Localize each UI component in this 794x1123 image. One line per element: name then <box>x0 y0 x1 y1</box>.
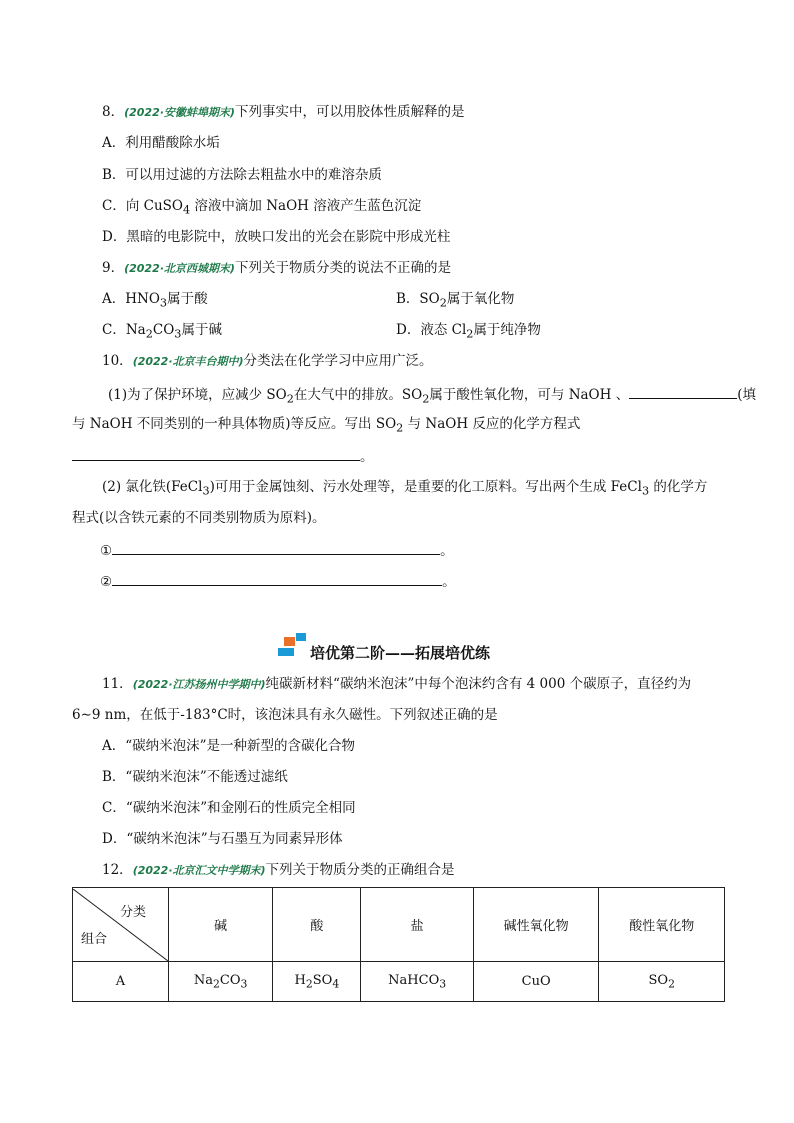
q12-table-corner <box>73 889 168 961</box>
q9-option-b-text: B．SO <box>396 291 440 307</box>
q9-option-c-sub: 2 <box>145 327 153 341</box>
q12-stem: 下列关于物质分类的正确组合是 <box>265 862 455 878</box>
q12-table-cell-base <box>169 962 273 1002</box>
q10-part2-sub: 3 <box>202 484 210 498</box>
q9-option-b <box>396 290 514 313</box>
q8-source: (2022·安徽蚌埠期末) <box>124 106 235 119</box>
q9-option-a-sub: 3 <box>159 296 168 310</box>
q8-option-c-sub: 4 <box>182 203 191 217</box>
q12-number: 12． <box>102 862 133 878</box>
q8-option-c-text: C．向 CuSO <box>102 198 183 214</box>
q12-stem-line <box>102 861 455 880</box>
q10-stem-line <box>102 352 433 371</box>
q10-stem: 分类法在化学学习中应用广泛。 <box>243 353 433 369</box>
q10-part1-line3 <box>72 446 374 466</box>
q12-table-row-label: A <box>73 962 169 1002</box>
q10-part1-sub-2: 2 <box>422 392 430 406</box>
section-title: 培优第二阶——拓展培优练 <box>310 644 491 662</box>
q9-source: (2022·北京西城期末) <box>124 262 235 275</box>
q10-part2-text: (2) 氯化铁(FeCl <box>102 479 203 495</box>
q11-option-d: D．“碳纳米泡沫”与石墨互为同素异形体 <box>102 831 343 847</box>
cell-sub: 2 <box>213 977 220 991</box>
cell-sub: 3 <box>439 977 447 991</box>
q9-number: 9． <box>102 260 125 276</box>
q11-stem: 纯碳新材料“碳纳米泡沫”中每个泡沫约含有 4 000 个碳原子，直径约为 <box>265 676 692 692</box>
q8-number: 8． <box>102 104 125 120</box>
q10-number: 10． <box>102 353 133 369</box>
q12-table-header-basic-oxide: 碱性氧化物 <box>473 888 599 962</box>
cell-sub-2: 4 <box>332 977 340 991</box>
q10-answer-marker-1: ① <box>100 543 113 559</box>
q10-part2-line1 <box>102 478 707 501</box>
q9-option-c-text: C．Na <box>102 322 146 338</box>
q10-part2-line2: 程式(以含铁元素的不同类别物质为原料)。 <box>72 510 326 526</box>
cell-text: CuO <box>521 974 551 989</box>
q12-table-header-salt: 盐 <box>361 888 474 962</box>
q9-option-a-text-2: 属于酸 <box>167 291 208 307</box>
section-block-blue-1 <box>296 633 306 641</box>
q12-source: (2022·北京汇文中学期末) <box>132 864 266 877</box>
q10-blank-answer-1[interactable] <box>112 540 440 555</box>
q8-stem: 下列事实中，可以用胶体性质解释的是 <box>234 104 465 120</box>
q9-option-b-text-2: 属于氧化物 <box>446 291 515 307</box>
cell-text: SO <box>648 972 669 988</box>
q12-table-cell-basic-oxide <box>473 962 599 1002</box>
cell-sub: 2 <box>668 977 675 991</box>
q12-table-corner-bottom: 组合 <box>81 931 108 947</box>
q11-number: 11． <box>102 676 133 692</box>
q10-part1-text-6: 与 NaOH 反应的化学方程式 <box>403 416 581 432</box>
q12-table-diagonal <box>73 889 168 961</box>
q11-source: (2022·江苏扬州中学期中) <box>132 678 266 691</box>
section-block-orange <box>284 637 295 646</box>
q9-option-c <box>102 321 222 344</box>
q12-table-header-row <box>73 888 725 962</box>
q9-option-d-text-2: 属于纯净物 <box>473 322 541 338</box>
q10-part1-text-5: 与 NaOH 不同类别的一种具体物质)等反应。写出 SO <box>72 416 397 432</box>
q12-table-header-acid: 酸 <box>273 888 361 962</box>
q8-option-a: A．利用醋酸除水垢 <box>102 135 220 151</box>
cell-text: H <box>294 972 306 988</box>
q8-option-c <box>102 197 421 220</box>
q12-table-row-a <box>73 962 725 1002</box>
q12-table-corner-cell <box>73 888 169 962</box>
q8-option-b: B．可以用过滤的方法除去粗盐水中的难溶杂质 <box>102 167 382 183</box>
q12-table-corner-top: 分类 <box>119 904 146 920</box>
q12-table-diagonal-line <box>73 889 168 961</box>
q10-part2-text-3: 的化学方 <box>649 479 708 495</box>
q10-part1-line1 <box>108 384 756 409</box>
q9-option-c-text-3: 属于碱 <box>181 322 222 338</box>
q9-option-a <box>102 290 208 313</box>
q9-option-d-text: D．液态 Cl <box>396 322 467 338</box>
cell-sub: 2 <box>305 977 313 991</box>
q9-stem-line <box>102 259 451 278</box>
q9-option-b-sub: 2 <box>439 296 447 310</box>
q11-stem-line-2: 6∼9 nm，在低于-183°C时，该泡沫具有永久磁性。下列叙述正确的是 <box>72 707 498 723</box>
q10-part1-text-4: (填 <box>737 387 756 403</box>
q12-table-cell-acidic-oxide <box>599 962 725 1002</box>
q10-answer-end-2: 。 <box>442 574 456 590</box>
q11-option-a: A．“碳纳米泡沫”是一种新型的含碳化合物 <box>102 738 356 754</box>
q10-answer-line-1 <box>100 540 454 560</box>
q9-option-d <box>396 321 541 344</box>
q10-part1-line2 <box>72 415 580 438</box>
q11-option-c: C．“碳纳米泡沫”和金刚石的性质完全相同 <box>102 800 356 816</box>
q12-table-cell-acid <box>273 962 361 1002</box>
q12-table-cell-salt <box>361 962 474 1002</box>
q9-stem: 下列关于物质分类的说法不正确的是 <box>234 260 451 276</box>
q10-part2-text-2: )可用于金属蚀刻、污水处理等，是重要的化工原料。写出两个生成 FeCl <box>209 479 642 495</box>
q11-stem-line <box>102 675 691 694</box>
q9-option-a-text: A．HNO <box>102 291 160 307</box>
cell-text-2: SO <box>312 972 333 988</box>
q10-part2-sub-2: 3 <box>641 484 650 498</box>
q10-part1-text-3: 属于酸性氧化物，可与 NaOH 、 <box>429 387 630 403</box>
q10-blank-answer-2[interactable] <box>112 571 442 586</box>
cell-text: Na <box>193 972 214 988</box>
q8-stem-line <box>102 103 464 122</box>
q10-blank-substance[interactable] <box>629 384 737 399</box>
section-blocks-icon <box>278 632 308 660</box>
q12-table-header-acidic-oxide: 酸性氧化物 <box>599 888 725 962</box>
q8-option-c-text-2: 溶液中滴加 NaOH 溶液产生蓝色沉淀 <box>190 198 422 214</box>
q12-table-header-base: 碱 <box>169 888 273 962</box>
q11-option-b: B．“碳纳米泡沫”不能透过滤纸 <box>102 769 288 785</box>
q9-option-d-sub: 2 <box>466 327 474 341</box>
q10-answer-line-2 <box>100 571 456 591</box>
q10-part1-text: (1)为了保护环境，应减少 SO <box>108 387 287 403</box>
q10-part1-sub-3: 2 <box>396 421 404 435</box>
q8-option-d: D．黑暗的电影院中，放映口发出的光会在影院中形成光柱 <box>102 229 451 245</box>
cell-text: NaHCO <box>388 972 440 988</box>
cell-sub-2: 3 <box>240 977 248 991</box>
q10-part1-text-2: 在大气中的排放。SO <box>293 387 423 403</box>
q10-part1-end: 。 <box>360 449 374 465</box>
section-block-blue-2 <box>278 648 294 656</box>
q10-part1-sub: 2 <box>286 392 294 406</box>
cell-text-2: CO <box>219 972 241 988</box>
q10-source: (2022·北京丰台期中) <box>132 355 244 368</box>
q12-classification-table <box>72 887 725 1002</box>
q9-option-c-text-2: CO <box>152 322 175 338</box>
q10-blank-equation[interactable] <box>72 446 360 461</box>
section-header <box>278 632 538 662</box>
q10-answer-marker-2: ② <box>100 574 113 590</box>
q10-answer-end-1: 。 <box>440 543 454 559</box>
q9-option-c-sub-2: 3 <box>174 327 182 341</box>
